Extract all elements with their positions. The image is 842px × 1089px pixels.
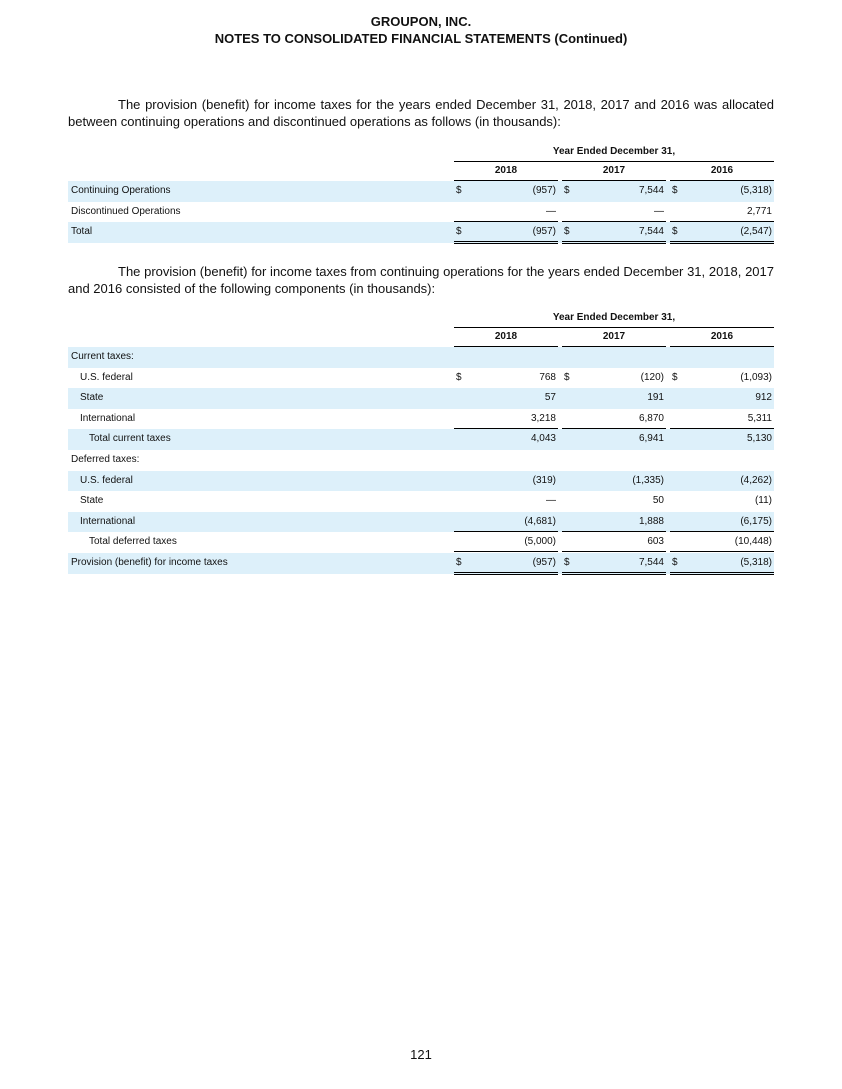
currency-symbol: $	[456, 371, 462, 383]
table-row	[68, 532, 774, 553]
amount: 4,043	[530, 433, 556, 445]
row-label: U.S. federal	[80, 371, 133, 383]
value-cell-2018	[454, 471, 558, 490]
currency-symbol: $	[564, 226, 570, 238]
value-cell-2016	[670, 450, 774, 469]
amount: 50	[652, 495, 664, 507]
page-subtitle: NOTES TO CONSOLIDATED FINANCIAL STATEMENTS (Continued)	[214, 31, 628, 46]
currency-symbol: $	[672, 371, 678, 383]
row-label: Current taxes:	[71, 351, 134, 362]
table-row	[68, 450, 774, 471]
value-cell-2017	[562, 368, 666, 387]
table-body	[68, 181, 774, 243]
value-cell-2016	[670, 532, 774, 552]
value-cell-2018	[454, 429, 558, 448]
allocation-paragraph: The provision (benefit) for income taxes for the years ended December 31, 2018, 2017 and 2016 was allocated between continuing operations and discontinued operations as follows (in thousands):	[68, 97, 774, 129]
amount: 5,311	[747, 412, 772, 424]
value-cell-2016	[670, 512, 774, 532]
period-header: Year Ended December 31,	[454, 144, 774, 162]
amount: (4,262)	[740, 474, 772, 486]
row-label: International	[80, 515, 136, 527]
value-cell-2016	[670, 388, 774, 407]
amount: (120)	[640, 371, 664, 383]
amount: 1,888	[638, 515, 664, 527]
amount: (319)	[532, 474, 556, 486]
value-cell-2016	[670, 553, 774, 575]
value-cell-2018	[454, 553, 558, 575]
value-cell-2017	[562, 491, 666, 510]
table-row	[68, 181, 774, 202]
value-cell-2016	[670, 429, 774, 448]
amount: (10,448)	[734, 536, 772, 548]
table-row	[68, 388, 774, 409]
table-row	[68, 222, 774, 243]
amount: (2,547)	[740, 226, 772, 238]
value-cell-2017	[562, 450, 666, 469]
value-cell-2017	[562, 388, 666, 407]
table-row	[68, 368, 774, 389]
amount: (957)	[532, 185, 556, 196]
currency-symbol: $	[456, 226, 462, 238]
amount: (5,318)	[740, 185, 772, 196]
row-label: Total current taxes	[89, 433, 171, 445]
column-header-2017: 2017	[562, 164, 666, 181]
value-cell-2017	[562, 471, 666, 490]
amount: —	[546, 495, 556, 507]
column-header-2016: 2016	[670, 330, 774, 347]
amount: 912	[755, 392, 772, 404]
table-row	[68, 202, 774, 223]
row-label: State	[80, 495, 104, 507]
currency-symbol: $	[456, 185, 462, 196]
value-cell-2016	[670, 222, 774, 244]
value-cell-2016	[670, 202, 774, 222]
value-cell-2018	[454, 181, 558, 200]
currency-symbol: $	[456, 556, 462, 568]
amount: 191	[647, 392, 664, 404]
currency-symbol: $	[564, 371, 570, 383]
value-cell-2018	[454, 409, 558, 429]
amount: 603	[647, 536, 664, 548]
value-cell-2018	[454, 491, 558, 510]
company-name: GROUPON, INC.	[370, 14, 472, 29]
table-row	[68, 347, 774, 368]
value-cell-2017	[562, 532, 666, 552]
value-cell-2017	[562, 429, 666, 448]
value-cell-2016	[670, 368, 774, 387]
currency-symbol: $	[672, 185, 678, 196]
value-cell-2016	[670, 409, 774, 429]
components-paragraph: The provision (benefit) for income taxes from continuing operations for the years ended December 31, 2018, 2017 and 2016 consisted of the following components (in thousands):	[68, 264, 774, 296]
table-row	[68, 471, 774, 492]
value-cell-2016	[670, 491, 774, 510]
table-row	[68, 409, 774, 430]
amount: (5,000)	[524, 536, 556, 548]
amount: 2,771	[746, 205, 772, 217]
row-label: Deferred taxes:	[71, 453, 140, 465]
amount: (957)	[532, 226, 556, 238]
row-label: Total	[71, 226, 93, 238]
value-cell-2018	[454, 368, 558, 387]
amount: 7,544	[638, 226, 664, 238]
amount: 3,218	[530, 412, 556, 424]
row-label: State	[80, 392, 104, 404]
value-cell-2017	[562, 409, 666, 429]
currency-symbol: $	[564, 556, 570, 568]
table-row	[68, 512, 774, 533]
currency-symbol: $	[672, 556, 678, 568]
value-cell-2017	[562, 553, 666, 575]
amount: —	[654, 205, 664, 217]
amount: (4,681)	[524, 515, 556, 527]
row-label: International	[80, 412, 136, 424]
value-cell-2017	[562, 512, 666, 532]
value-cell-2017	[562, 181, 666, 200]
amount: (11)	[754, 495, 772, 507]
page-number: 121	[410, 1047, 432, 1062]
currency-symbol: $	[672, 226, 678, 238]
row-label: Total deferred taxes	[89, 536, 177, 548]
value-cell-2016	[670, 471, 774, 490]
value-cell-2018	[454, 202, 558, 222]
amount: 6,941	[638, 433, 664, 445]
row-label: Provision (benefit) for income taxes	[71, 556, 228, 568]
table-row	[68, 429, 774, 450]
amount: (1,335)	[632, 474, 664, 486]
table-row	[68, 553, 774, 574]
amount: (5,318)	[740, 556, 772, 568]
amount: (6,175)	[740, 515, 772, 527]
value-cell-2018	[454, 388, 558, 407]
amount: —	[546, 205, 556, 217]
value-cell-2017	[562, 347, 666, 366]
amount: 768	[539, 371, 556, 383]
amount: 7,544	[638, 556, 664, 568]
value-cell-2018	[454, 512, 558, 532]
currency-symbol: $	[564, 185, 570, 196]
value-cell-2017	[562, 222, 666, 244]
amount: (1,093)	[740, 371, 772, 383]
row-label: Continuing Operations	[71, 185, 171, 196]
column-header-2018: 2018	[454, 330, 558, 347]
table-body	[68, 347, 774, 574]
row-label: Discontinued Operations	[71, 205, 181, 217]
value-cell-2018	[454, 450, 558, 469]
amount: 57	[544, 392, 556, 404]
amount: 6,870	[638, 412, 664, 424]
amount: (957)	[532, 556, 556, 568]
row-label: U.S. federal	[80, 474, 133, 486]
column-header-2017: 2017	[562, 330, 666, 347]
table-row	[68, 491, 774, 512]
period-header: Year Ended December 31,	[454, 310, 774, 328]
column-header-2016: 2016	[670, 164, 774, 181]
amount: 5,130	[746, 433, 772, 445]
value-cell-2018	[454, 347, 558, 366]
value-cell-2018	[454, 532, 558, 552]
value-cell-2016	[670, 347, 774, 366]
value-cell-2017	[562, 202, 666, 222]
value-cell-2018	[454, 222, 558, 244]
column-header-2018: 2018	[454, 164, 558, 181]
value-cell-2016	[670, 181, 774, 200]
amount: 7,544	[638, 185, 664, 196]
